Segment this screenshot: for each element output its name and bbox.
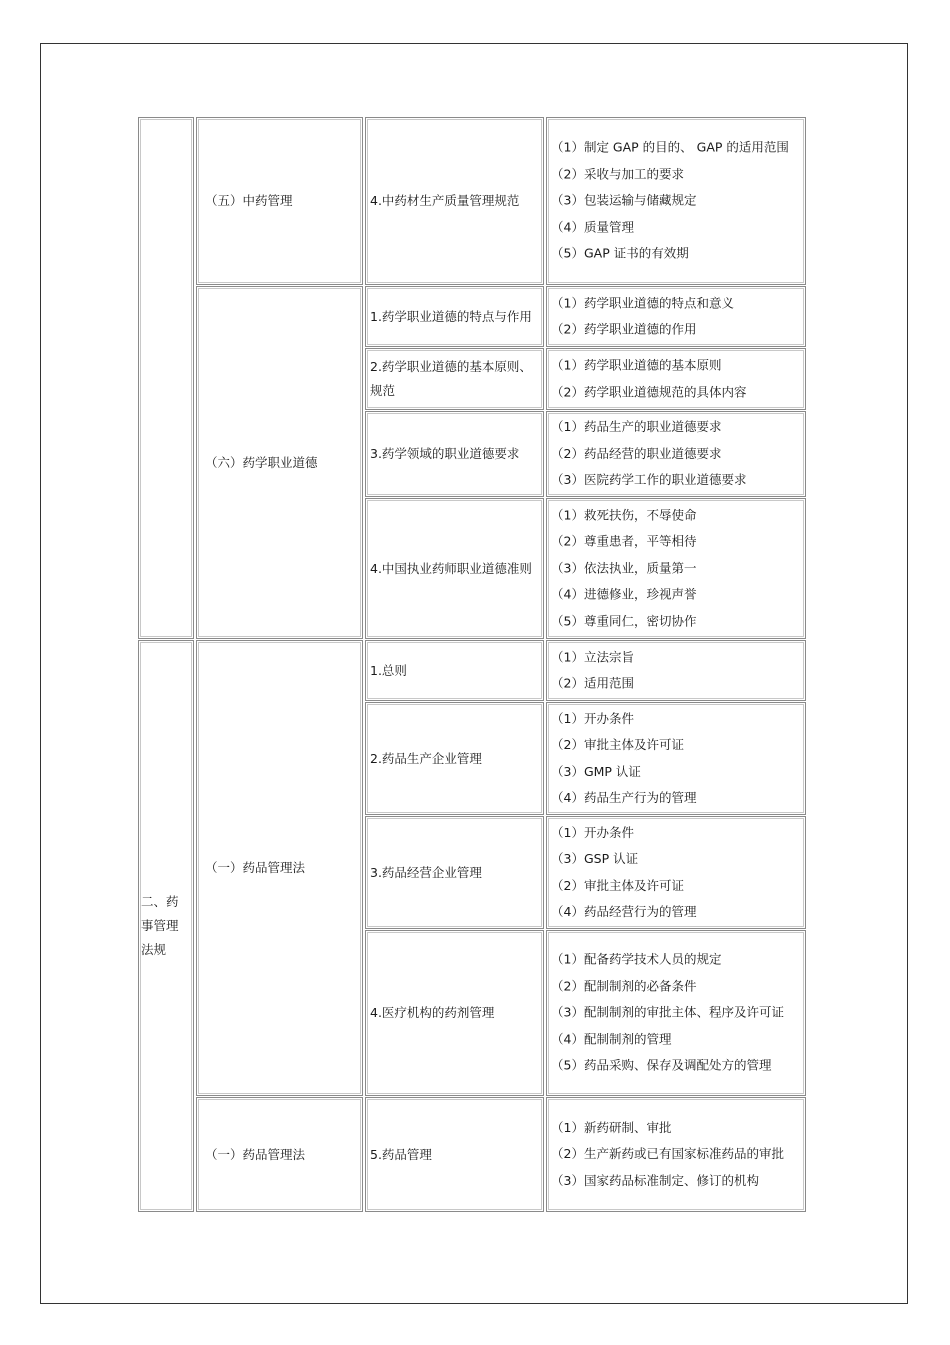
points-cell [546, 117, 806, 285]
point-item: （2）生产新药或已有国家标准药品的审批 [551, 1146, 784, 1162]
subtopic-cell [365, 498, 544, 639]
section-cell [138, 640, 194, 1212]
point-item: （1）开办条件 [551, 710, 634, 726]
point-item: （2）审批主体及许可证 [551, 736, 684, 752]
topic-cell [196, 1097, 363, 1212]
subtopic-label: 4.医疗机构的药剂管理 [370, 1005, 495, 1020]
subtopic-cell [365, 411, 544, 497]
topic-label: （一）药品管理法 [205, 1146, 306, 1162]
point-item: （2）审批主体及许可证 [551, 877, 684, 893]
subtopic-cell [365, 640, 544, 701]
points-list [547, 352, 805, 405]
point-item: （3）包装运输与储藏规定 [551, 192, 697, 208]
subtopic-cell [365, 117, 544, 285]
points-cell [546, 286, 806, 347]
subtopic-cell [365, 702, 544, 815]
points-list [547, 1115, 805, 1195]
section-title: 二、药事管理法规 [141, 894, 179, 957]
subtopic-label: 1.总则 [370, 662, 407, 678]
point-item: （2）药学职业道德的作用 [551, 321, 697, 337]
points-cell [546, 640, 806, 701]
section-cell-continued [138, 117, 194, 639]
points-cell [546, 930, 806, 1096]
point-item: （5）GAP 证书的有效期 [551, 245, 689, 261]
subtopic-label: 4.中国执业药师职业道德准则 [370, 560, 532, 576]
point-item: （2）尊重患者，平等相待 [551, 533, 697, 549]
points-cell [546, 348, 806, 410]
points-list [547, 414, 805, 494]
subtopic-label: 1.药学职业道德的特点与作用 [370, 308, 532, 324]
point-item: （2）采收与加工的要求 [551, 166, 684, 182]
point-item: （4）配制制剂的管理 [551, 1031, 672, 1047]
point-item: （4）进德修业，珍视声誉 [551, 586, 697, 602]
point-item: （1）药学职业道德的特点和意义 [551, 294, 734, 310]
point-item: （3）依法执业，质量第一 [551, 560, 697, 576]
point-item: （5）药品采购、保存及调配处方的管理 [551, 1057, 772, 1073]
point-item: （1）立法宗旨 [551, 648, 634, 664]
points-cell [546, 702, 806, 815]
subtopic-label: 4.中药材生产质量管理规范 [370, 193, 520, 208]
points-list [547, 135, 805, 268]
point-item: （1）开办条件 [551, 824, 634, 840]
point-item: （3）国家药品标准制定、修订的机构 [551, 1172, 759, 1188]
point-item: （3）配制制剂的审批主体、程序及许可证 [551, 1004, 784, 1020]
topic-label: （六）药学职业道德 [205, 454, 318, 470]
points-list [547, 819, 805, 925]
topic-label: （五）中药管理 [205, 193, 293, 208]
subtopic-label: 3.药学领域的职业道德要求 [370, 446, 520, 461]
point-item: （3）医院药学工作的职业道德要求 [551, 472, 747, 488]
topic-cell [196, 640, 363, 1096]
points-list [547, 644, 805, 697]
point-item: （2）适用范围 [551, 675, 634, 691]
point-item: （1）制定 GAP 的目的、 GAP 的适用范围 [551, 139, 789, 155]
subtopic-cell [365, 816, 544, 929]
points-list [547, 947, 805, 1080]
subtopic-cell [365, 1097, 544, 1212]
point-item: （5）尊重同仁，密切协作 [551, 613, 697, 629]
point-item: （1）药品生产的职业道德要求 [551, 419, 722, 435]
point-item: （4）药品经营行为的管理 [551, 904, 697, 920]
point-item: （2）药学职业道德规范的具体内容 [551, 384, 747, 399]
point-item: （3）GSP 认证 [551, 850, 639, 866]
subtopic-label: 2.药学职业道德的基本原则、规范 [370, 359, 532, 398]
subtopic-cell [365, 286, 544, 347]
point-item: （1）新药研制、审批 [551, 1119, 672, 1135]
point-item: （2）药品经营的职业道德要求 [551, 445, 722, 461]
point-item: （1）救死扶伤，不辱使命 [551, 507, 697, 523]
points-list [547, 705, 805, 811]
point-item: （4）药品生产行为的管理 [551, 790, 697, 806]
points-cell [546, 816, 806, 929]
point-item: （3）GMP 认证 [551, 763, 641, 779]
point-item: （1）配备药学技术人员的规定 [551, 951, 722, 967]
points-list [547, 502, 805, 635]
topic-label: （一）药品管理法 [205, 860, 306, 875]
point-item: （1）药学职业道德的基本原则 [551, 357, 722, 373]
point-item: （4）质量管理 [551, 219, 634, 235]
points-cell [546, 411, 806, 497]
subtopic-cell [365, 348, 544, 410]
point-item: （2）配制制剂的必备条件 [551, 978, 697, 994]
subtopic-label: 5.药品管理 [370, 1146, 432, 1162]
points-list [547, 290, 805, 343]
points-cell [546, 1097, 806, 1212]
subtopic-label: 2.药品生产企业管理 [370, 750, 482, 766]
subtopic-label: 3.药品经营企业管理 [370, 864, 482, 880]
points-cell [546, 498, 806, 639]
topic-cell [196, 286, 363, 639]
subtopic-cell [365, 930, 544, 1096]
topic-cell [196, 117, 363, 285]
